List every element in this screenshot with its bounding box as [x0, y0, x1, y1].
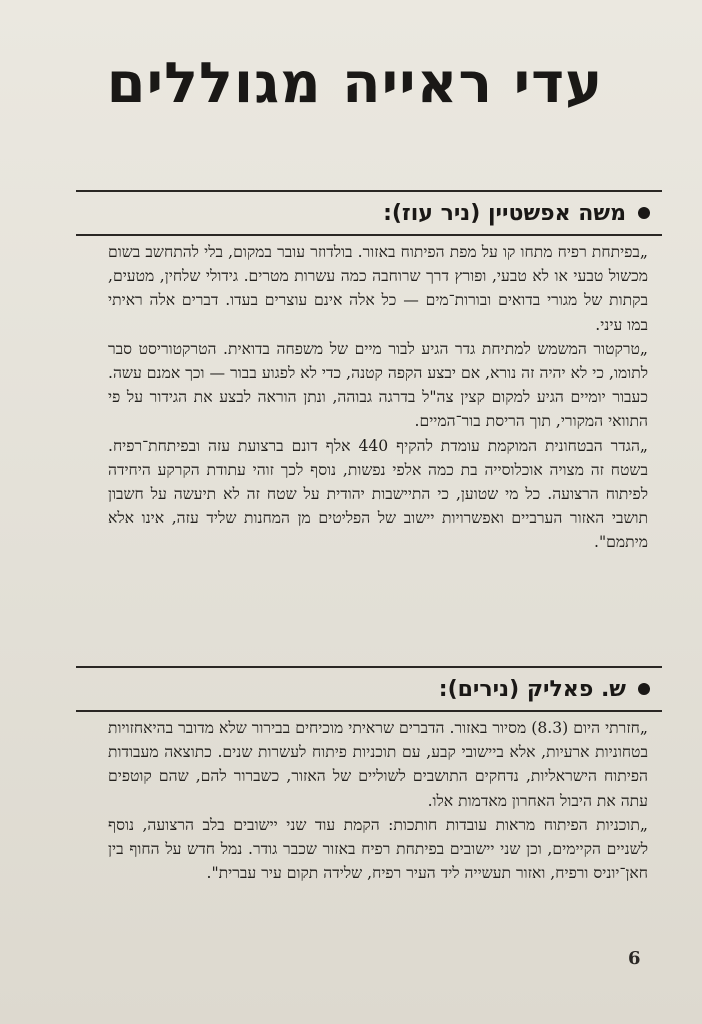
- section-rule-bottom: [76, 710, 662, 712]
- paragraph: „תוכניות הפיתוח מראות עובדות חותכות: הקמת עוד שני יישובים בלב הרצועה, נוסף לשניים הקיימים, וכן שני יישובים בפיתחת רפיח באזור שכבר גודר. נמל חדש על החוף בין חאן־יוניס ורפיח, ואזור תעשייה ליד העיר רפיח, שלידה תקום עיר עברית".: [108, 815, 648, 883]
- section-heading: [90, 672, 650, 708]
- bullet-icon: [638, 207, 650, 219]
- section-heading: [90, 196, 650, 232]
- paragraph: „טרקטור המשמש למתיחת גדר הגיע לבור מיים של משפחה בדואית. הטרקטוריסט סבר לתומו, כי לא יהיה זה נורא, אם יבצע הקפה קטנה, כדי לא לפגוע בבור — וכך אמנם עשה. כעבור יומיים הגיע למקום קצין צה"ל בדרגה גבוהה, ונתן הוראה לבצע את הגידור על פי התוואי המקורי, תוך הריסת בור־המיים.: [108, 339, 648, 431]
- section-rule-top: [76, 666, 662, 668]
- section-rule-bottom: [76, 234, 662, 236]
- speaker-name: ש. פאליק (נירים):: [438, 677, 626, 702]
- paragraph: „הגדר הבטחונית המוקמת עומדת להקיף 440 אלף דונם ברצועת עזה ובפיתחת־רפיח. בשטח זה מצויה אוכלוסייה בת כמה אלפי נפשות, נוסף לכך זוהי עתודת הקרקע היחידה לפיתוח הרצועה. כל מי שטוען, כי התיישבות יהודית על שטח זה לא תיעשה על חשבון תושבי האזור הערביים ואפשרויות יישוב של הפליטים מן המחנות שליד עזה, אינו אלא מיתמם".: [108, 436, 648, 552]
- paragraph: „חזרתי היום (8.3) מסיור באזור. הדברים שראיתי מוכיחים בבירור שלא מדובר בהיאחזויות בטחוניות ארעיות, אלא ביישובי קבע, עם תוכניות פיתוח לעשרות שנים. כתוצאה מעבודות הפיתוח הישראליות, נדחקים התושבים לשוליים של האזור, כשברור להם, שהם קוטפים עתה את היבול האחרון מאדמות אלו.: [108, 719, 648, 810]
- section-rule-top: [76, 190, 662, 192]
- article-headline: עדי ראייה מגוללים: [106, 51, 604, 116]
- testimony-text: [108, 716, 648, 885]
- bullet-icon: [638, 683, 650, 695]
- paragraph: „בפיתחת רפיח מתחו קו על מפת הפיתוח באזור. בולדוזר עובר במקום, בלי להתחשב בשום מכשול טבעי או לא טבעי, ופורץ דרך שרוחבה כמה עשרות מטרים. גידולי שלחין, מטעים, בקתות של מגורי בדואים ובורות־מים — כל אלה אינם עוצרים בעדו. דברים אלה ראיתי במו עיני.: [108, 243, 648, 334]
- speaker-name: משה אפשטיין (ניר עוז):: [383, 201, 626, 226]
- page-number: 6: [628, 948, 641, 969]
- testimony-text: [108, 240, 648, 555]
